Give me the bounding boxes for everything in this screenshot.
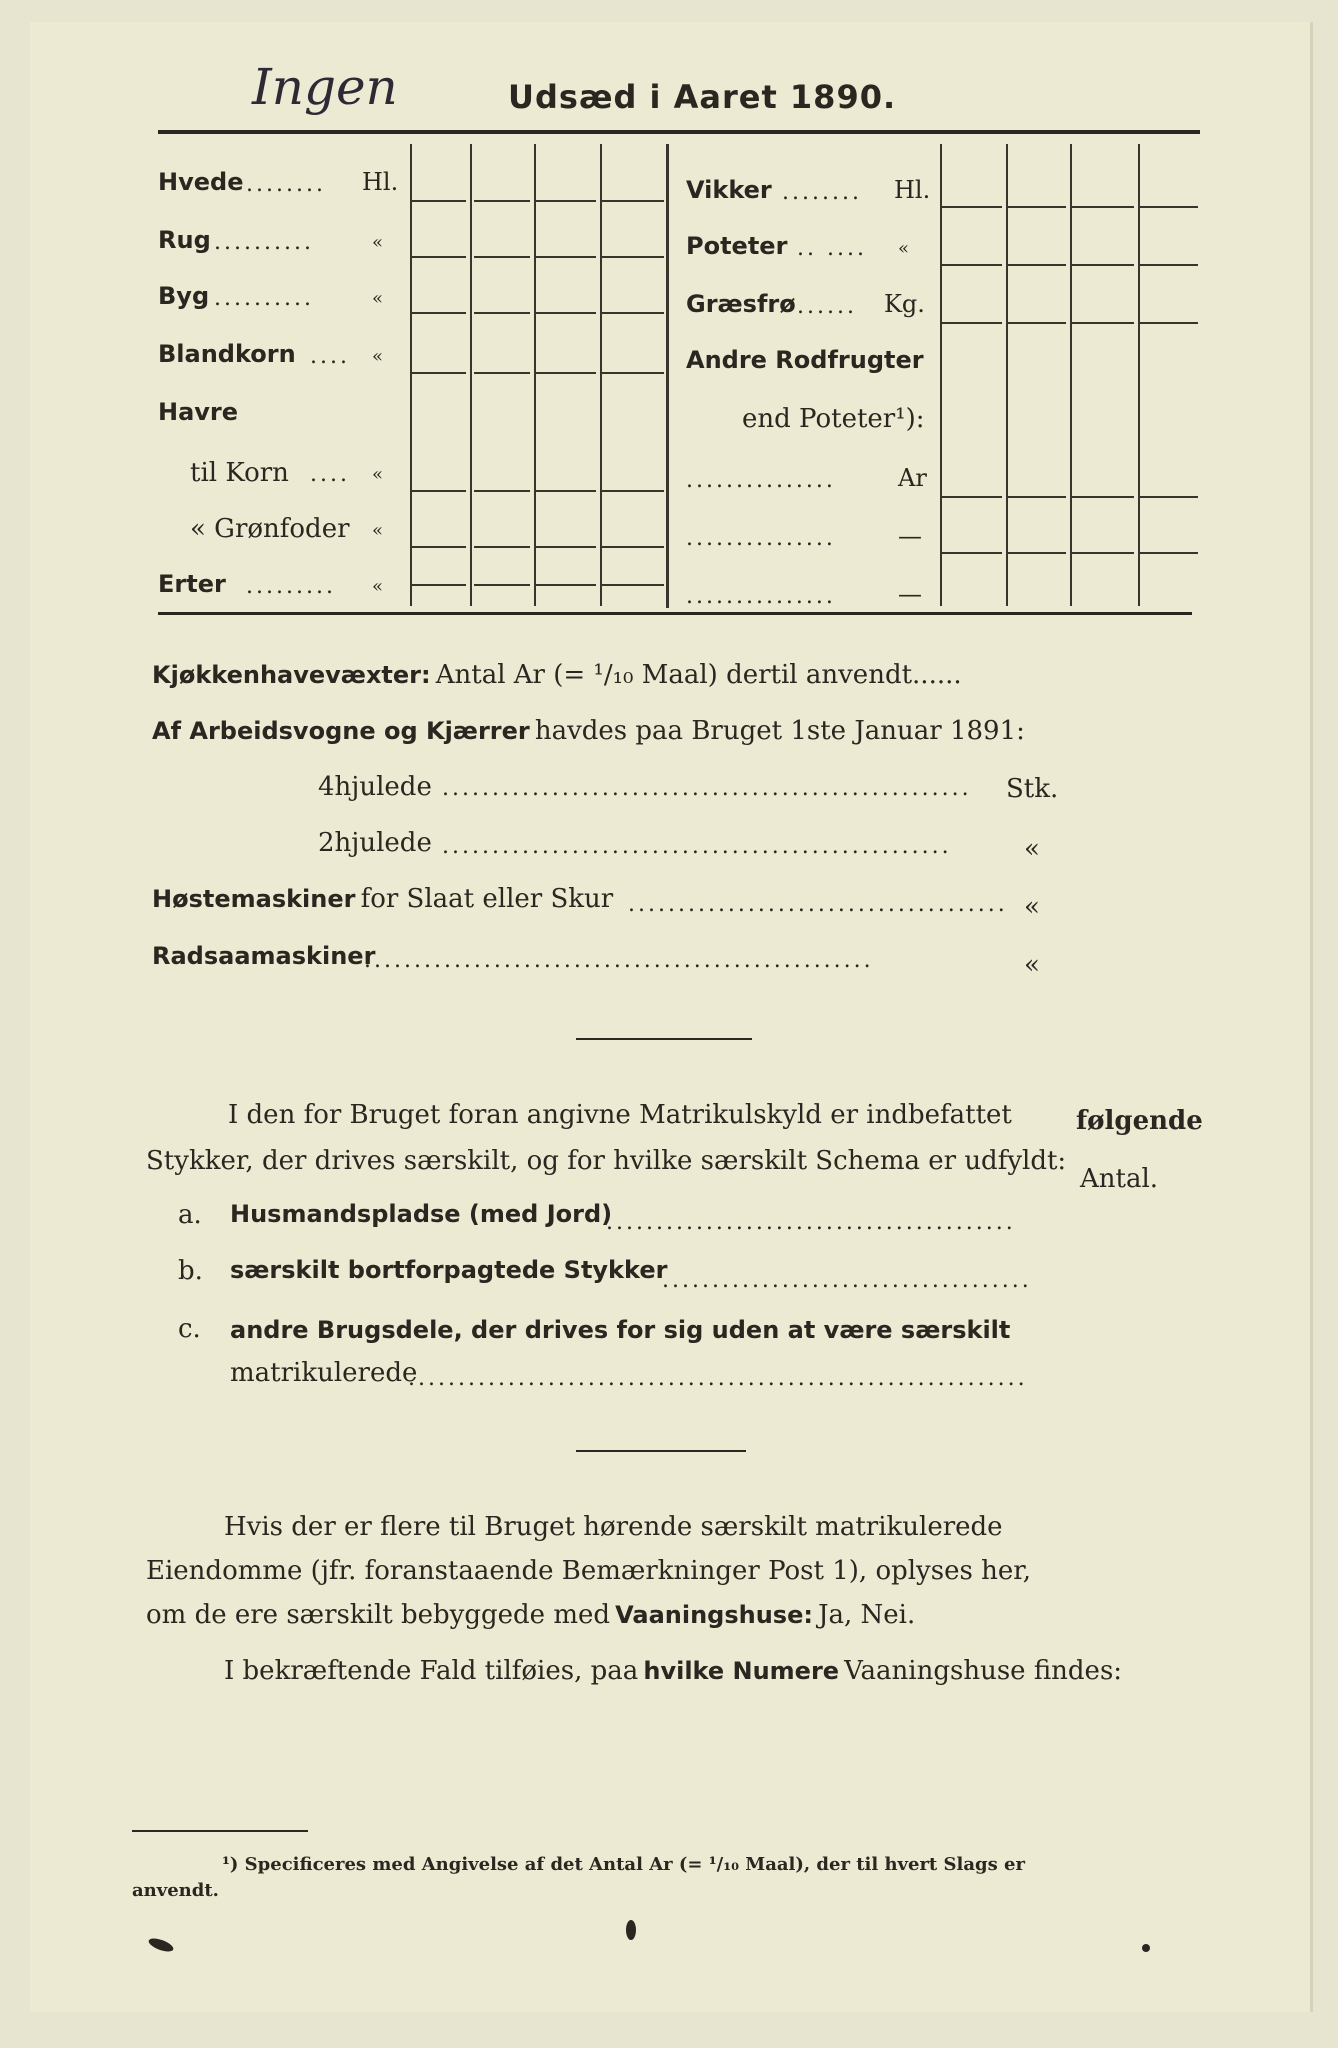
section3-line2: Eiendomme (jfr. foranstaaende Bemærkninger Post 1), oplyses her, bbox=[146, 1556, 1032, 1586]
left-row-unit: Hl. bbox=[362, 168, 399, 196]
cell-underline bbox=[412, 584, 466, 586]
cell-underline bbox=[942, 322, 1002, 324]
form-title: Udsæd i Aaret 1890. bbox=[508, 78, 897, 116]
right-row-unit: Ar bbox=[898, 464, 927, 492]
table-column-line bbox=[940, 144, 942, 606]
right-row-unit: Kg. bbox=[884, 290, 925, 318]
cell-underline bbox=[1008, 264, 1066, 266]
cell-underline bbox=[412, 256, 466, 258]
table-column-line bbox=[470, 144, 472, 606]
right-row-dots: ........ bbox=[782, 180, 862, 205]
cell-underline bbox=[536, 490, 596, 492]
right-row-unit: Hl. bbox=[894, 176, 931, 204]
cell-underline bbox=[536, 372, 596, 374]
right-row-unit: — bbox=[898, 522, 922, 550]
cell-underline bbox=[1072, 206, 1134, 208]
item-c-letter: c. bbox=[178, 1314, 201, 1344]
left-row-label: Havre bbox=[158, 398, 239, 426]
cell-underline bbox=[1140, 322, 1198, 324]
cell-underline bbox=[412, 546, 466, 548]
table-bottom-rule bbox=[158, 612, 1192, 615]
harvest-dots: ...................................... bbox=[628, 892, 1008, 917]
item-a-dots: ......................................... bbox=[606, 1210, 1016, 1235]
cell-underline bbox=[942, 552, 1002, 554]
wagons-text: havdes paa Bruget 1ste Januar 1891: bbox=[534, 716, 1025, 746]
cell-underline bbox=[474, 372, 530, 374]
section3-line1: Hvis der er flere til Bruget hørende særskilt matrikulerede bbox=[224, 1512, 1003, 1542]
sowing-machines-label: Radsaamaskiner bbox=[152, 942, 376, 970]
section2-right1: følgende bbox=[1076, 1106, 1203, 1136]
right-row-unit: — bbox=[898, 580, 922, 608]
cell-underline bbox=[412, 372, 466, 374]
handwritten-note: Ingen bbox=[252, 58, 398, 116]
harvest-unit: « bbox=[1024, 892, 1040, 922]
item-c-dots: .............................................................. bbox=[408, 1366, 1028, 1391]
right-row-label: Vikker bbox=[686, 176, 772, 204]
left-row-label: Rug bbox=[158, 226, 211, 254]
cell-underline bbox=[412, 312, 466, 314]
kitchen-label: Kjøkkenhavevæxter: bbox=[152, 661, 431, 689]
item-a-letter: a. bbox=[178, 1200, 202, 1230]
table-column-line bbox=[600, 144, 602, 606]
left-row-unit: « bbox=[372, 520, 384, 541]
sowing-unit: « bbox=[1024, 950, 1040, 980]
item-c-text: andre Brugsdele, der drives for sig uden at være særskilt bbox=[230, 1316, 1011, 1344]
wagons-label: Af Arbeidsvogne og Kjærrer bbox=[152, 717, 530, 745]
cell-underline bbox=[1140, 206, 1198, 208]
right-row-label: Græsfrø bbox=[686, 290, 796, 318]
cell-underline bbox=[1072, 496, 1134, 498]
cell-underline bbox=[536, 584, 596, 586]
left-row-dots: .......... bbox=[214, 286, 314, 311]
cell-underline bbox=[1140, 552, 1198, 554]
cell-underline bbox=[536, 256, 596, 258]
harvest-label: Høstemaskiner bbox=[152, 885, 356, 913]
cell-underline bbox=[602, 256, 664, 258]
left-row-unit: « bbox=[372, 288, 384, 309]
table-column-line bbox=[410, 144, 412, 606]
kitchen-garden-line bbox=[152, 660, 962, 690]
left-row-label: Erter bbox=[158, 570, 226, 598]
left-row-unit: « bbox=[372, 576, 384, 597]
left-row-dots: .... bbox=[310, 344, 350, 369]
cell-underline bbox=[474, 256, 530, 258]
two-wheel-dots: ................................................... bbox=[442, 834, 952, 859]
left-row-label: til Korn bbox=[190, 458, 289, 488]
left-row-label: Hvede bbox=[158, 168, 244, 196]
item-c-text2: matrikulerede bbox=[230, 1358, 418, 1388]
cell-underline bbox=[1008, 496, 1066, 498]
wagons-line bbox=[152, 716, 1025, 746]
harvest-text: for Slaat eller Skur bbox=[360, 884, 614, 914]
cell-underline bbox=[1072, 264, 1134, 266]
cell-underline bbox=[602, 200, 664, 202]
harvest-machines-line bbox=[152, 884, 613, 914]
ink-blot bbox=[1142, 1944, 1150, 1952]
kitchen-text: Antal Ar (= ¹/₁₀ Maal) dertil anvendt...... bbox=[435, 660, 962, 690]
cell-underline bbox=[602, 490, 664, 492]
left-row-label: Byg bbox=[158, 282, 210, 310]
left-row-dots: ........ bbox=[246, 172, 326, 197]
section3-line4-bold: hvilke Numere bbox=[643, 1657, 840, 1685]
cell-underline bbox=[942, 264, 1002, 266]
section3-line3-bold: Vaaningshuse: bbox=[615, 1601, 813, 1629]
item-b-letter: b. bbox=[178, 1256, 203, 1286]
right-row-dots: ............... bbox=[686, 526, 836, 551]
left-row-label: Blandkorn bbox=[158, 340, 296, 368]
right-row-dots: ............... bbox=[686, 584, 836, 609]
cell-underline bbox=[1008, 322, 1066, 324]
cell-underline bbox=[1008, 206, 1066, 208]
left-row-unit: « bbox=[372, 464, 384, 485]
cell-underline bbox=[1072, 322, 1134, 324]
footnote-line1: ¹) Specificeres med Angivelse af det Antal Ar (= ¹/₁₀ Maal), der til hvert Slags er bbox=[222, 1854, 1025, 1875]
right-row-label: Poteter bbox=[686, 232, 788, 260]
left-row-dots: .... bbox=[310, 462, 350, 487]
footnote-line2: anvendt. bbox=[132, 1880, 219, 1901]
section2-right2: Antal. bbox=[1080, 1164, 1159, 1194]
cell-underline bbox=[474, 312, 530, 314]
left-row-unit: « bbox=[372, 346, 384, 367]
item-b-dots: ..................................... bbox=[662, 1268, 1032, 1293]
table-column-line bbox=[1138, 144, 1140, 606]
four-wheel-dots: ..................................................... bbox=[442, 776, 972, 801]
item-a-text: Husmandspladse (med Jord) bbox=[230, 1200, 613, 1228]
cell-underline bbox=[474, 490, 530, 492]
right-row-dots: ...... bbox=[797, 294, 857, 319]
section3-line3 bbox=[146, 1600, 915, 1630]
four-wheel-label: 4hjulede bbox=[318, 772, 432, 802]
right-row-dots: .. .... bbox=[797, 236, 867, 261]
left-row-label: « Grønfoder bbox=[190, 514, 350, 544]
table-column-line bbox=[1006, 144, 1008, 606]
section3-line3-a: om de ere særskilt bebyggede med bbox=[146, 1600, 611, 1630]
cell-underline bbox=[1140, 264, 1198, 266]
cell-underline bbox=[474, 546, 530, 548]
left-row-dots: .......... bbox=[214, 230, 314, 255]
right-row-label: Andre Rodfrugter bbox=[686, 346, 924, 374]
cell-underline bbox=[536, 312, 596, 314]
two-wheel-unit: « bbox=[1024, 834, 1040, 864]
cell-underline bbox=[412, 490, 466, 492]
cell-underline bbox=[602, 546, 664, 548]
section3-line4 bbox=[224, 1656, 1122, 1686]
section3-line3-b: Ja, Nei. bbox=[818, 1600, 916, 1630]
left-row-dots: ......... bbox=[246, 574, 336, 599]
cell-underline bbox=[474, 584, 530, 586]
four-wheel-unit: Stk. bbox=[1006, 774, 1059, 804]
table-column-line bbox=[666, 144, 669, 608]
cell-underline bbox=[536, 200, 596, 202]
cell-underline bbox=[602, 312, 664, 314]
header-rule bbox=[158, 130, 1200, 134]
table-column-line bbox=[534, 144, 536, 606]
cell-underline bbox=[412, 200, 466, 202]
separator-2 bbox=[576, 1450, 746, 1452]
cell-underline bbox=[1072, 552, 1134, 554]
cell-underline bbox=[942, 496, 1002, 498]
section2-line1: I den for Bruget foran angivne Matrikulskyld er indbefattet bbox=[228, 1100, 1012, 1130]
cell-underline bbox=[1140, 496, 1198, 498]
section2-line2: Stykker, der drives særskilt, og for hvilke særskilt Schema er udfyldt: bbox=[146, 1146, 1067, 1176]
section3-line4-a: I bekræftende Fald tilføies, paa bbox=[224, 1656, 639, 1686]
table-column-line bbox=[1070, 144, 1072, 606]
cell-underline bbox=[602, 584, 664, 586]
separator-1 bbox=[576, 1038, 752, 1040]
item-b-text: særskilt bortforpagtede Stykker bbox=[230, 1256, 668, 1284]
cell-underline bbox=[474, 200, 530, 202]
section3-line4-b: Vaaningshuse findes: bbox=[844, 1656, 1123, 1686]
left-row-unit: « bbox=[372, 232, 384, 253]
sowing-dots: ................................................... bbox=[364, 948, 874, 973]
ink-blot bbox=[626, 1920, 636, 1940]
cell-underline bbox=[1008, 552, 1066, 554]
two-wheel-label: 2hjulede bbox=[318, 828, 432, 858]
cell-underline bbox=[536, 546, 596, 548]
right-row-label: end Poteter¹): bbox=[742, 404, 925, 434]
right-row-unit: « bbox=[898, 238, 910, 259]
cell-underline bbox=[942, 206, 1002, 208]
footnote-rule bbox=[132, 1830, 308, 1832]
right-row-dots: ............... bbox=[686, 468, 836, 493]
cell-underline bbox=[602, 372, 664, 374]
form-sheet bbox=[30, 22, 1313, 2012]
